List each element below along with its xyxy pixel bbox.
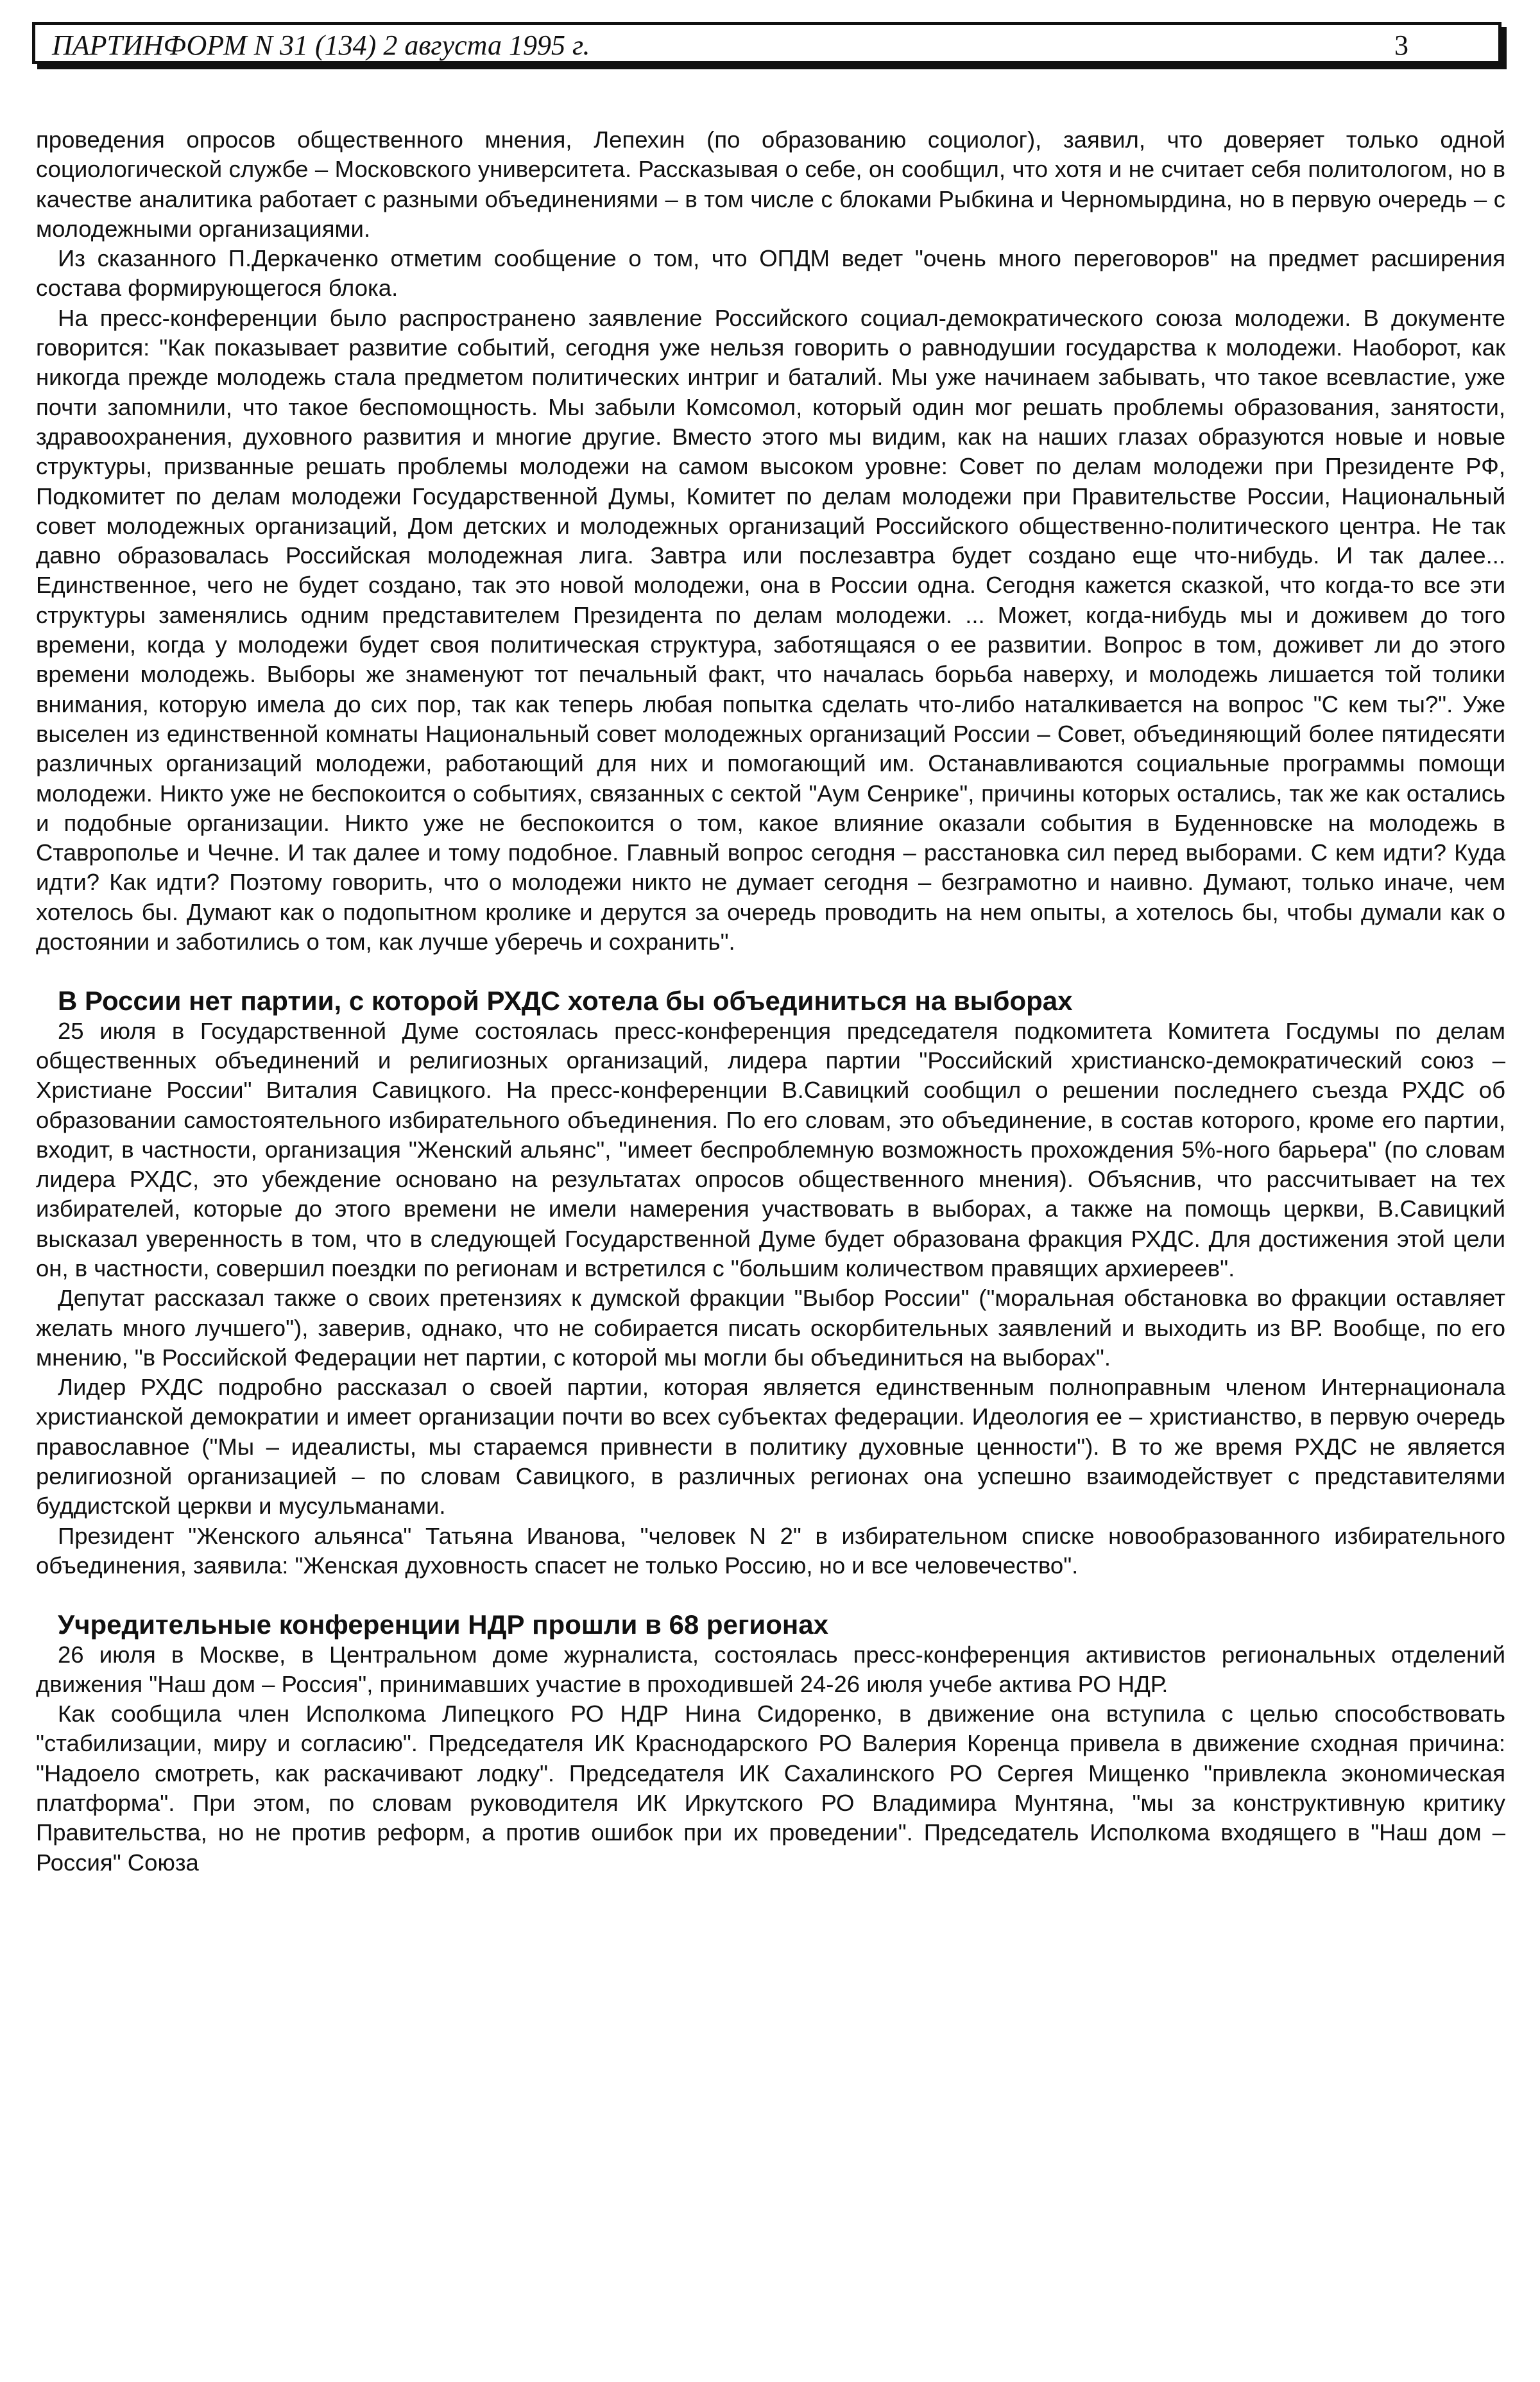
- paragraph: Президент "Женского альянса" Татьяна Иванова, "человек N 2" в избирательном списке новообразованного избирательного объединения, заявила: "Женская духовность спасет не только Россию, но и все человечество".: [36, 1522, 1505, 1579]
- page-header: [32, 22, 1502, 64]
- article-body: [36, 125, 1505, 1878]
- section-gap: [36, 1581, 1505, 1610]
- page-number: 3: [1394, 30, 1408, 61]
- paragraph: Депутат рассказал также о своих претензиях к думской фракции "Выбор России" ("моральная обстановка во фракции оставляет желать много лучшего"), заверив, однако, что не собирается писать оскорбительных заявлений и выходить из ВР. Вообще, по его мнению, "в Российской Федерации нет партии, с которой мы могли бы объединиться на выборах".: [36, 1285, 1505, 1371]
- paragraph: Из сказанного П.Деркаченко отметим сообщение о том, что ОПДМ ведет "очень много переговоров" на предмет расширения состава формирующегося блока.: [36, 245, 1505, 302]
- article-heading: Учредительные конференции НДР прошли в 68 регионах: [58, 1609, 828, 1640]
- paragraph: На пресс-конференции было распространено заявление Российского социал-демократического союза молодежи. В документе говорится: "Как показывает развитие событий, сегодня уже нельзя говорить о равнодушии государства к молодежи. Наоборот, как никогда прежде молодежь стала предметом политических интриг и баталий. Мы уже начинаем забывать, что такое всевластие, уже почти запомнили, что такое беспомощность. Мы забыли Комсомол, который один мог решать проблемы образования, занятости, здравоохранения, духовного развития и многие другие. Вместо этого мы видим, как на наших глазах образуются новые и новые структуры, призванные решать проблемы молодежи на самом высоком уровне: Совет по делам молодежи при Президенте РФ, Подкомитет по делам молодежи Государственной Думы, Комитет по делам молодежи при Правительстве России, Национальный совет молодежных организаций, Дом детских и молодежных организаций Российского общественно-политического центра. Не так давно образовалась Российская молодежная лига. Завтра или послезавтра будет создано еще что-нибудь. И так далее... Единственное, чего не будет создано, так это новой молодежи, она в России одна. Сегодня кажется сказкой, что когда-то все эти структуры заменялись одним представителем Президента по делам молодежи. ... Может, когда-нибудь мы и доживем до того времени, когда у молодежи будет своя политическая структура, заботящаяся о ее развитии. Вопрос в том, доживет ли до этого времени молодежь. Выборы же знаменуют тот печальный факт, что началась борьба наверху, и молодежь лишается той толики внимания, которую имела до сих пор, так как теперь любая попытка сделать что-либо наталкивается на вопрос "С кем ты?". Уже выселен из единственной комнаты Национальный совет молодежных организаций России – Совет, объединяющий более пятидесяти различных организаций молодежи, работающий для них и помогающий им. Останавливаются социальные программы помощи молодежи. Никто уже не беспокоится о событиях, связанных с сектой "Аум Сенрике", причины которых остались, так же как остались и подобные организации. Никто уже не беспокоится о том, какое влияние оказали события в Буденновске на молодежь в Ставрополье и Чечне. И так далее и тому подобное. Главный вопрос сегодня – расстановка сил перед выборами. С кем идти? Куда идти? Как идти? Поэтому говорить, что о молодежи никто не думает сегодня – безграмотно и наивно. Думают, только иначе, чем хотелось бы. Думают как о подопытном кролике и дерутся за очередь проводить на нем опыты, а хотелось бы, чтобы думали как о достоянии и заботились о том, как лучше уберечь и сохранить".: [36, 304, 1505, 955]
- paragraph: Лидер РХДС подробно рассказал о своей партии, которая является единственным полноправным членом Интернационала христианской демократии и имеет организации почти во всех субъектах федерации. Идеология ее – христианство, в первую очередь православное ("Мы – идеалисты, мы стараемся привнести в политику духовные ценности"). В то же время РХДС не является религиозной организацией – по словам Савицкого, в различных регионах она успешно взаимодействует с представителями буддистской церкви и мусульманами.: [36, 1374, 1505, 1520]
- paragraph: проведения опросов общественного мнения, Лепехин (по образованию социолог), заявил, что доверяет только одной социологической службе – Московского университета. Рассказывая о себе, он сообщил, что хотя и не считает себя политологом, но в качестве аналитика работает с разными объединениями – в том числе с блоками Рыбкина и Черномырдина, но в первую очередь – с молодежными организациями.: [36, 126, 1505, 242]
- paragraph: 25 июля в Государственной Думе состоялась пресс-конференция председателя подкомитета Комитета Госдумы по делам общественных объединений и религиозных организаций, лидера партии "Российский христианско-демократический союз – Христиане России" Виталия Савицкого. На пресс-конференции В.Савицкий сообщил о решении последнего съезда РХДС об образовании самостоятельного избирательного объединения. По его словам, это объединение, в состав которого, кроме его партии, входит, в частности, организация "Женский альянс", "имеет беспроблемную возможность прохождения 5%-ного барьера" (по словам лидера РХДС, это убеждение основано на результатах опросов общественного мнения). Объяснив, что рассчитывает на тех избирателей, которые до этого времени не имели намерения участвовать в выборах, а также на помощь церкви, В.Савицкий высказал уверенность в том, что в следующей Государственной Думе будет образована фракция РХДС. Для достижения этой цели он, в частности, совершил поездки по регионам и встретился с "большим количеством правящих архиереев".: [36, 1017, 1505, 1281]
- article-heading: В России нет партии, с которой РХДС хотела бы объединиться на выборах: [58, 986, 1073, 1016]
- paragraph: Как сообщила член Исполкома Липецкого РО НДР Нина Сидоренко, в движение она вступила с целью способствовать "стабилизации, миру и согласию". Председателя ИК Краснодарского РО Валерия Коренца привела в движение сходная причина: "Надоело смотреть, как раскачивают лодку". Председателя ИК Сахалинского РО Сергея Мищенко "привлекла экономическая платформа". При этом, по словам руководителя ИК Иркутского РО Владимира Мунтяна, "мы за конструктивную критику Правительства, но не против реформ, а против ошибок при их проведении". Председатель Исполкома входящего в "Наш дом – Россия" Союза: [36, 1701, 1505, 1876]
- section-gap: [36, 957, 1505, 986]
- paragraph: 26 июля в Москве, в Центральном доме журналиста, состоялась пресс-конференция активистов региональных отделений движения "Наш дом – Россия", принимавших участие в проходившей 24-26 июля учебе актива РО НДР.: [36, 1641, 1505, 1697]
- publication-title: ПАРТИНФОРМ N 31 (134) 2 августа 1995 г.: [52, 30, 590, 61]
